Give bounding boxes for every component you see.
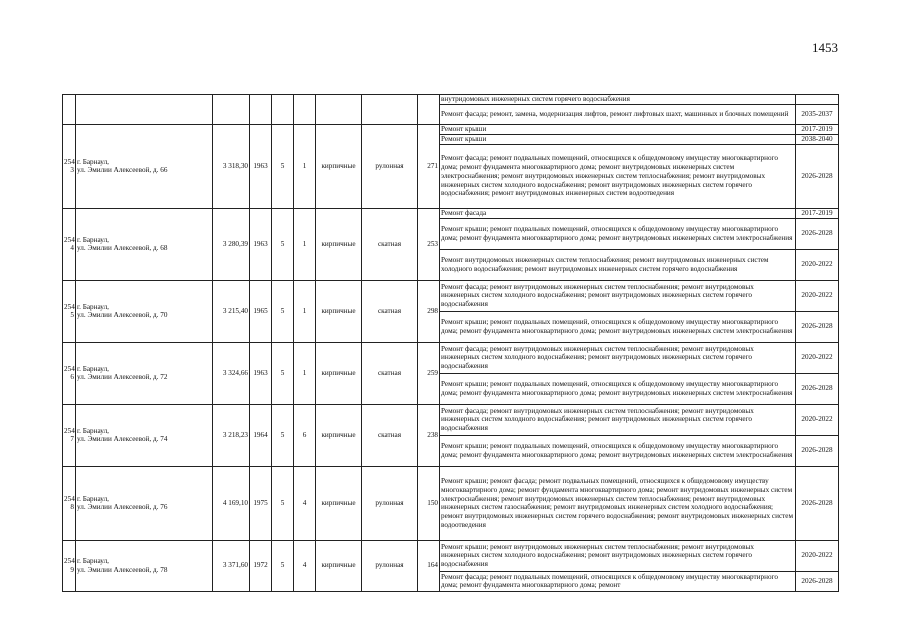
row-number-prefix: 254 <box>64 364 75 373</box>
years-cell: 2035-2037 <box>796 104 839 124</box>
work-cell: Ремонт крыши; ремонт подвальных помещений, относящихся к общедомовому имуществу многоквартирного дома; ремонт фундамента многоквартирного дома; ремонт внутридомовых инженерных систем электроснабжения <box>440 311 796 342</box>
address-cell <box>76 208 213 280</box>
roof-cell: скатная <box>362 342 418 404</box>
amount-cell: 298 <box>418 280 440 342</box>
walls-cell: кирпичные <box>316 280 362 342</box>
row-number-cell <box>63 208 76 280</box>
address-cell <box>76 540 213 591</box>
address-cell <box>76 124 213 208</box>
area-cell: 3 215,40 <box>213 280 250 342</box>
table-row <box>63 466 839 540</box>
years-cell: 2026-2028 <box>796 435 839 466</box>
work-cell: внутридомовых инженерных систем горячего водоснабжения <box>440 95 796 105</box>
years-cell: 2026-2028 <box>796 144 839 208</box>
work-cell: Ремонт фасада; ремонт внутридомовых инженерных систем теплоснабжения; ремонт внутридомовых инженерных систем холодного водоснабжения; ремонт внутридомовых инженерных систем горячего водоснабжения <box>440 342 796 373</box>
walls-cell: кирпичные <box>316 124 362 208</box>
entrances-cell: 4 <box>294 540 316 591</box>
empty-amount-cell <box>418 95 440 125</box>
work-cell: Ремонт фасада; ремонт, замена, модернизация лифтов, ремонт лифтовых шахт, машинных и блочных помещений <box>440 104 796 124</box>
row-number-prefix: 254 <box>64 557 75 565</box>
row-number-prefix: 254 <box>64 157 75 166</box>
year-cell: 1964 <box>250 404 272 466</box>
row-number-prefix: 254 <box>64 426 75 435</box>
row-number-cell <box>63 124 76 208</box>
table-row <box>63 95 839 105</box>
row-number-suffix: 4 <box>70 244 74 253</box>
address-street: ул. Эмилии Алексеевой, д. 70 <box>77 311 168 320</box>
entrances-cell: 1 <box>294 342 316 404</box>
year-cell: 1963 <box>250 124 272 208</box>
work-cell: Ремонт фасада; ремонт внутридомовых инженерных систем теплоснабжения; ремонт внутридомовых инженерных систем холодного водоснабжения; ремонт внутридомовых инженерных систем горячего водоснабжения <box>440 404 796 435</box>
work-cell: Ремонт фасада <box>440 208 796 218</box>
year-cell: 1965 <box>250 280 272 342</box>
area-cell: 3 218,23 <box>213 404 250 466</box>
roof-cell: рулонная <box>362 466 418 540</box>
area-cell: 3 371,60 <box>213 540 250 591</box>
row-number-cell <box>63 466 76 540</box>
entrances-cell: 1 <box>294 124 316 208</box>
row-number-prefix: 254 <box>64 235 75 244</box>
entrances-cell: 1 <box>294 208 316 280</box>
row-number-prefix: 254 <box>64 302 75 311</box>
table-row <box>63 208 839 218</box>
floors-cell: 5 <box>272 208 294 280</box>
work-cell: Ремонт крыши; ремонт подвальных помещений, относящихся к общедомовому имуществу многоквартирного дома; ремонт фундамента многоквартирного дома; ремонт внутридомовых инженерных систем электроснабжения <box>440 435 796 466</box>
roof-cell: скатная <box>362 208 418 280</box>
work-cell: Ремонт крыши <box>440 124 796 134</box>
empty-num-cell <box>63 95 76 125</box>
empty-floors-cell <box>272 95 294 125</box>
area-cell: 3 324,66 <box>213 342 250 404</box>
address-cell <box>76 280 213 342</box>
years-cell: 2017-2019 <box>796 208 839 218</box>
floors-cell: 5 <box>272 280 294 342</box>
year-cell: 1972 <box>250 540 272 591</box>
work-cell: Ремонт крыши; ремонт внутридомовых инженерных систем теплоснабжения; ремонт внутридомовых инженерных систем холодного водоснабжения; ремонт внутридомовых инженерных систем горячего водоснабжения <box>440 540 796 571</box>
years-cell: 2020-2022 <box>796 540 839 571</box>
entrances-cell: 4 <box>294 466 316 540</box>
work-cell: Ремонт крыши; ремонт подвальных помещений, относящихся к общедомовому имуществу многоквартирного дома; ремонт фундамента многоквартирного дома; ремонт внутридомовых инженерных систем электроснабжения <box>440 373 796 404</box>
table-row <box>63 342 839 373</box>
area-cell: 3 318,30 <box>213 124 250 208</box>
floors-cell: 5 <box>272 342 294 404</box>
table-row <box>63 540 839 571</box>
empty-walls-cell <box>316 95 362 125</box>
roof-cell: скатная <box>362 280 418 342</box>
year-cell: 1975 <box>250 466 272 540</box>
entrances-cell: 1 <box>294 280 316 342</box>
walls-cell: кирпичные <box>316 540 362 591</box>
table-row <box>63 124 839 134</box>
row-number-suffix: 9 <box>70 565 74 574</box>
row-number-suffix: 7 <box>70 435 74 444</box>
address-street: ул. Эмилии Алексеевой, д. 72 <box>77 373 168 382</box>
empty-address-cell <box>76 95 213 125</box>
year-cell: 1963 <box>250 208 272 280</box>
years-cell: 2026-2028 <box>796 466 839 540</box>
amount-cell: 259 <box>418 342 440 404</box>
years-cell: 2026-2028 <box>796 311 839 342</box>
row-number-suffix: 8 <box>70 503 74 512</box>
floors-cell: 5 <box>272 404 294 466</box>
amount-cell: 271 <box>418 124 440 208</box>
address-street: ул. Эмилии Алексеевой, д. 66 <box>77 166 168 175</box>
address-city: г. Барнаул, <box>77 426 109 435</box>
amount-cell: 150 <box>418 466 440 540</box>
area-cell: 4 169,10 <box>213 466 250 540</box>
empty-entrances-cell <box>294 95 316 125</box>
roof-cell: рулонная <box>362 540 418 591</box>
amount-cell: 238 <box>418 404 440 466</box>
address-city: г. Барнаул, <box>77 494 109 503</box>
empty-year-cell <box>250 95 272 125</box>
address-cell <box>76 342 213 404</box>
address-street: ул. Эмилии Алексеевой, д. 74 <box>77 435 168 444</box>
table-row <box>63 280 839 311</box>
years-cell: 2026-2028 <box>796 218 839 249</box>
years-cell: 2020-2022 <box>796 404 839 435</box>
work-cell: Ремонт внутридомовых инженерных систем теплоснабжения; ремонт внутридомовых инженерных систем холодного водоснабжения; ремонт внутридомовых инженерных систем горячего водоснабжения <box>440 249 796 280</box>
row-number-cell <box>63 342 76 404</box>
row-number-suffix: 6 <box>70 373 74 382</box>
address-cell <box>76 466 213 540</box>
work-cell: Ремонт фасада; ремонт внутридомовых инженерных систем теплоснабжения; ремонт внутридомовых инженерных систем холодного водоснабжения; ремонт внутридомовых инженерных систем горячего водоснабжения <box>440 280 796 311</box>
years-cell: 2017-2019 <box>796 124 839 134</box>
year-cell: 1963 <box>250 342 272 404</box>
work-cell: Ремонт крыши; ремонт фасада; ремонт подвальных помещений, относящихся к общедомовому имуществу многоквартирного дома; ремонт фундамента многоквартирного дома; ремонт внутридомовых инженерных систем электроснабжения; ремонт внутридомовых инженерных систем теплоснабжения; ремонт внутридомовых инженерных систем газоснабжения; ремонт внутридомовых инженерных систем холодного водоснабжения; ремонт внутридомовых инженерных систем горячего водоснабжения; ремонт внутридомовых инженерных систем водоотведения <box>440 466 796 540</box>
repair-schedule-table <box>62 94 839 592</box>
amount-cell: 164 <box>418 540 440 591</box>
empty-roof-cell <box>362 95 418 125</box>
years-cell: 2038-2040 <box>796 134 839 144</box>
walls-cell: кирпичные <box>316 466 362 540</box>
empty-area-cell <box>213 95 250 125</box>
years-cell: 2020-2022 <box>796 342 839 373</box>
walls-cell: кирпичные <box>316 404 362 466</box>
walls-cell: кирпичные <box>316 208 362 280</box>
work-cell: Ремонт фасада; ремонт подвальных помещений, относящихся к общедомовому имуществу многоквартирного дома; ремонт фундамента многоквартирного дома; ремонт <box>440 571 796 591</box>
address-cell <box>76 404 213 466</box>
address-city: г. Барнаул, <box>77 157 109 166</box>
table-row <box>63 404 839 435</box>
table-body <box>63 95 839 592</box>
area-cell: 3 280,39 <box>213 208 250 280</box>
address-city: г. Барнаул, <box>77 557 109 565</box>
floors-cell: 5 <box>272 466 294 540</box>
amount-cell: 253 <box>418 208 440 280</box>
floors-cell: 5 <box>272 540 294 591</box>
address-street: ул. Эмилии Алексеевой, д. 76 <box>77 503 168 512</box>
row-number-cell <box>63 404 76 466</box>
years-cell: 2026-2028 <box>796 571 839 591</box>
years-cell: 2020-2022 <box>796 280 839 311</box>
address-street: ул. Эмилии Алексеевой, д. 68 <box>77 244 168 253</box>
row-number-suffix: 5 <box>70 311 74 320</box>
work-cell: Ремонт крыши <box>440 134 796 144</box>
row-number-prefix: 254 <box>64 494 75 503</box>
work-cell: Ремонт крыши; ремонт подвальных помещений, относящихся к общедомовому имуществу многоквартирного дома; ремонт фундамента многоквартирного дома; ремонт внутридомовых инженерных систем электроснабжения <box>440 218 796 249</box>
address-street: ул. Эмилии Алексеевой, д. 78 <box>77 565 168 574</box>
address-city: г. Барнаул, <box>77 235 109 244</box>
row-number-cell <box>63 540 76 591</box>
roof-cell: рулонная <box>362 124 418 208</box>
work-cell: Ремонт фасада; ремонт подвальных помещений, относящихся к общедомовому имуществу многоквартирного дома; ремонт фундамента многоквартирного дома; ремонт внутридомовых инженерных систем электроснабжения; ремонт внутридомовых инженерных систем теплоснабжения; ремонт внутридомовых инженерных систем холодного водоснабжения; ремонт внутридомовых инженерных систем горячего водоснабжения; ремонт внутридомовых инженерных систем водоотведения <box>440 144 796 208</box>
roof-cell: скатная <box>362 404 418 466</box>
page-number: 1453 <box>812 40 838 55</box>
years-cell <box>796 95 839 105</box>
years-cell: 2020-2022 <box>796 249 839 280</box>
address-city: г. Барнаул, <box>77 364 109 373</box>
row-number-suffix: 3 <box>70 166 74 175</box>
address-city: г. Барнаул, <box>77 302 109 311</box>
walls-cell: кирпичные <box>316 342 362 404</box>
row-number-cell <box>63 280 76 342</box>
floors-cell: 5 <box>272 124 294 208</box>
entrances-cell: 6 <box>294 404 316 466</box>
years-cell: 2026-2028 <box>796 373 839 404</box>
